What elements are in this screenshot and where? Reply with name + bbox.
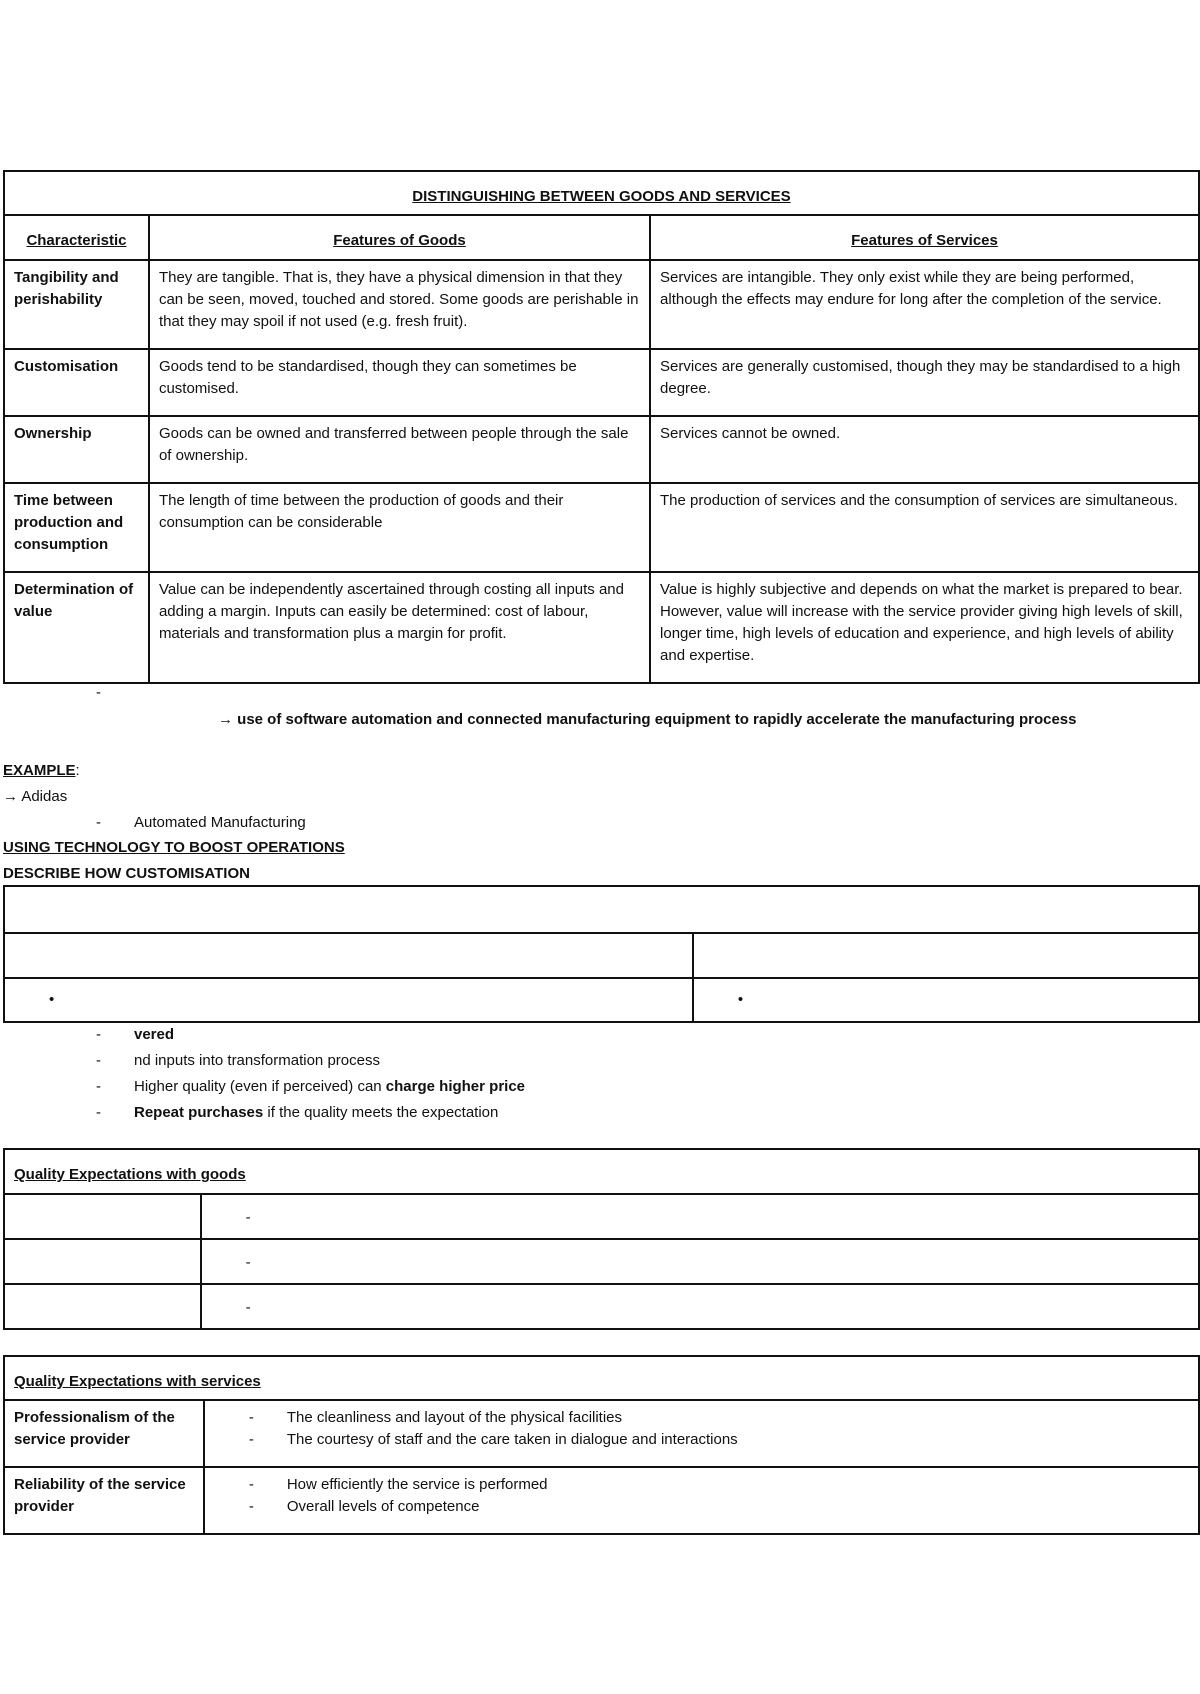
service-items	[204, 1467, 1199, 1534]
header-services: Features of Services	[650, 215, 1199, 260]
dash: -	[96, 1104, 101, 1121]
row-services: Value is highly subjective and depends on what the market is prepared to bear. However, value will increase with the service provider giving high levels of skill, longer time, high levels of education and experience, and high levels of ability and expertise.	[650, 572, 1199, 683]
row-characteristic: Ownership	[4, 416, 149, 483]
bullet: •	[49, 991, 55, 1008]
list-item	[96, 1074, 525, 1100]
table-cell	[693, 933, 1199, 978]
goods-table-title: Quality Expectations with goods	[4, 1149, 1199, 1194]
example-label-line	[3, 760, 80, 782]
dash-list	[96, 1022, 525, 1126]
header-goods: Features of Goods	[149, 215, 650, 260]
table-cell	[4, 886, 1199, 933]
dash-cell: -	[201, 1239, 1199, 1284]
table-row	[4, 349, 1199, 416]
table-cell	[4, 933, 693, 978]
table-row	[4, 1239, 1199, 1284]
table-row	[4, 483, 1199, 572]
example-colon: :	[75, 762, 80, 779]
table-row	[4, 572, 1199, 683]
bullet: •	[737, 991, 744, 1008]
row-services: The production of services and the consumption of services are simultaneous.	[650, 483, 1199, 572]
list-item	[96, 1048, 525, 1074]
list-item: - Overall levels of competence	[249, 1496, 1189, 1518]
row-goods: They are tangible. That is, they have a physical dimension in that they can be seen, moved, touched and stored. Some goods are perishable in that they may spoil if not used (e.g. fresh fruit).	[149, 260, 650, 349]
customisation-table	[3, 885, 1200, 1023]
row-services: Services cannot be owned.	[650, 416, 1199, 483]
dash: -	[96, 1078, 101, 1095]
list-text: Overall levels of competence	[286, 1498, 480, 1515]
dash-cell: -	[201, 1194, 1199, 1239]
list-bold-text: vered	[134, 1026, 175, 1043]
row-characteristic: Tangibility and perishability	[4, 260, 149, 349]
service-items	[204, 1400, 1199, 1467]
service-label: Reliability of the service provider	[4, 1467, 204, 1534]
table-row	[4, 1194, 1199, 1239]
row-characteristic: Determination of value	[4, 572, 149, 683]
list-item: - The courtesy of staff and the care taken in dialogue and interactions	[249, 1429, 1189, 1451]
table-cell	[4, 1194, 201, 1239]
row-goods: Goods tend to be standardised, though they can sometimes be customised.	[149, 349, 650, 416]
service-label: Professionalism of the service provider	[4, 1400, 204, 1467]
row-services: Services are intangible. They only exist while they are being performed, although the effects may endure for long after the completion of the service.	[650, 260, 1199, 349]
row-goods: Goods can be owned and transferred between people through the sale of ownership.	[149, 416, 650, 483]
table-title: DISTINGUISHING BETWEEN GOODS AND SERVICES	[4, 171, 1199, 215]
table-row	[4, 1284, 1199, 1329]
row-characteristic: Time between production and consumption	[4, 483, 149, 572]
dash-marker: -	[96, 684, 101, 701]
table-row	[4, 416, 1199, 483]
row-characteristic: Customisation	[4, 349, 149, 416]
list-text: if the quality meets the expectation	[263, 1104, 499, 1121]
row-goods: The length of time between the production of goods and their consumption can be considerable	[149, 483, 650, 572]
table-row	[4, 260, 1199, 349]
table-row	[4, 1400, 1199, 1467]
dash: -	[96, 814, 101, 831]
list-item	[96, 1022, 525, 1048]
heading-customisation: DESCRIBE HOW CUSTOMISATION	[3, 865, 250, 882]
dash: -	[96, 1026, 101, 1043]
list-item: - The cleanliness and layout of the physical facilities	[249, 1407, 1189, 1429]
table-row	[4, 1467, 1199, 1534]
goods-services-table	[3, 170, 1200, 684]
adidas-line: → Adidas	[3, 788, 68, 805]
services-quality-table	[3, 1355, 1200, 1535]
row-services: Services are generally customised, though they may be standardised to a high degree.	[650, 349, 1199, 416]
list-item	[96, 1100, 525, 1126]
list-bold-text: charge higher price	[385, 1078, 526, 1095]
list-item: - How efficiently the service is performed	[249, 1474, 1189, 1496]
list-text: nd inputs into transformation process	[134, 1052, 380, 1069]
services-table-title: Quality Expectations with services	[4, 1356, 1199, 1400]
list-text: The courtesy of staff and the care taken in dialogue and interactions	[286, 1431, 738, 1448]
list-bold-text: Repeat purchases	[134, 1104, 264, 1121]
bullet-cell	[4, 978, 693, 1022]
bullet-cell	[693, 978, 1199, 1022]
heading-technology: USING TECHNOLOGY TO BOOST OPERATIONS	[3, 839, 345, 856]
table-cell	[4, 1284, 201, 1329]
automated-text: Automated Manufacturing	[134, 814, 306, 831]
automated-item	[96, 812, 306, 834]
list-text: The cleanliness and layout of the physical facilities	[286, 1409, 623, 1426]
arrow-line: → use of software automation and connected manufacturing equipment to rapidly accelerate the manufacturing process	[218, 711, 1077, 728]
dash-cell: -	[201, 1284, 1199, 1329]
dash: -	[96, 1052, 101, 1069]
example-label: EXAMPLE	[3, 762, 76, 779]
table-cell	[4, 1239, 201, 1284]
list-text: How efficiently the service is performed	[286, 1476, 548, 1493]
list-text: Higher quality (even if perceived) can	[134, 1078, 386, 1095]
row-goods: Value can be independently ascertained through costing all inputs and adding a margin. Inputs can easily be determined: cost of labour, materials and transformation plus a margin for profit.	[149, 572, 650, 683]
goods-quality-table	[3, 1148, 1200, 1330]
header-characteristic: Characteristic	[4, 215, 149, 260]
